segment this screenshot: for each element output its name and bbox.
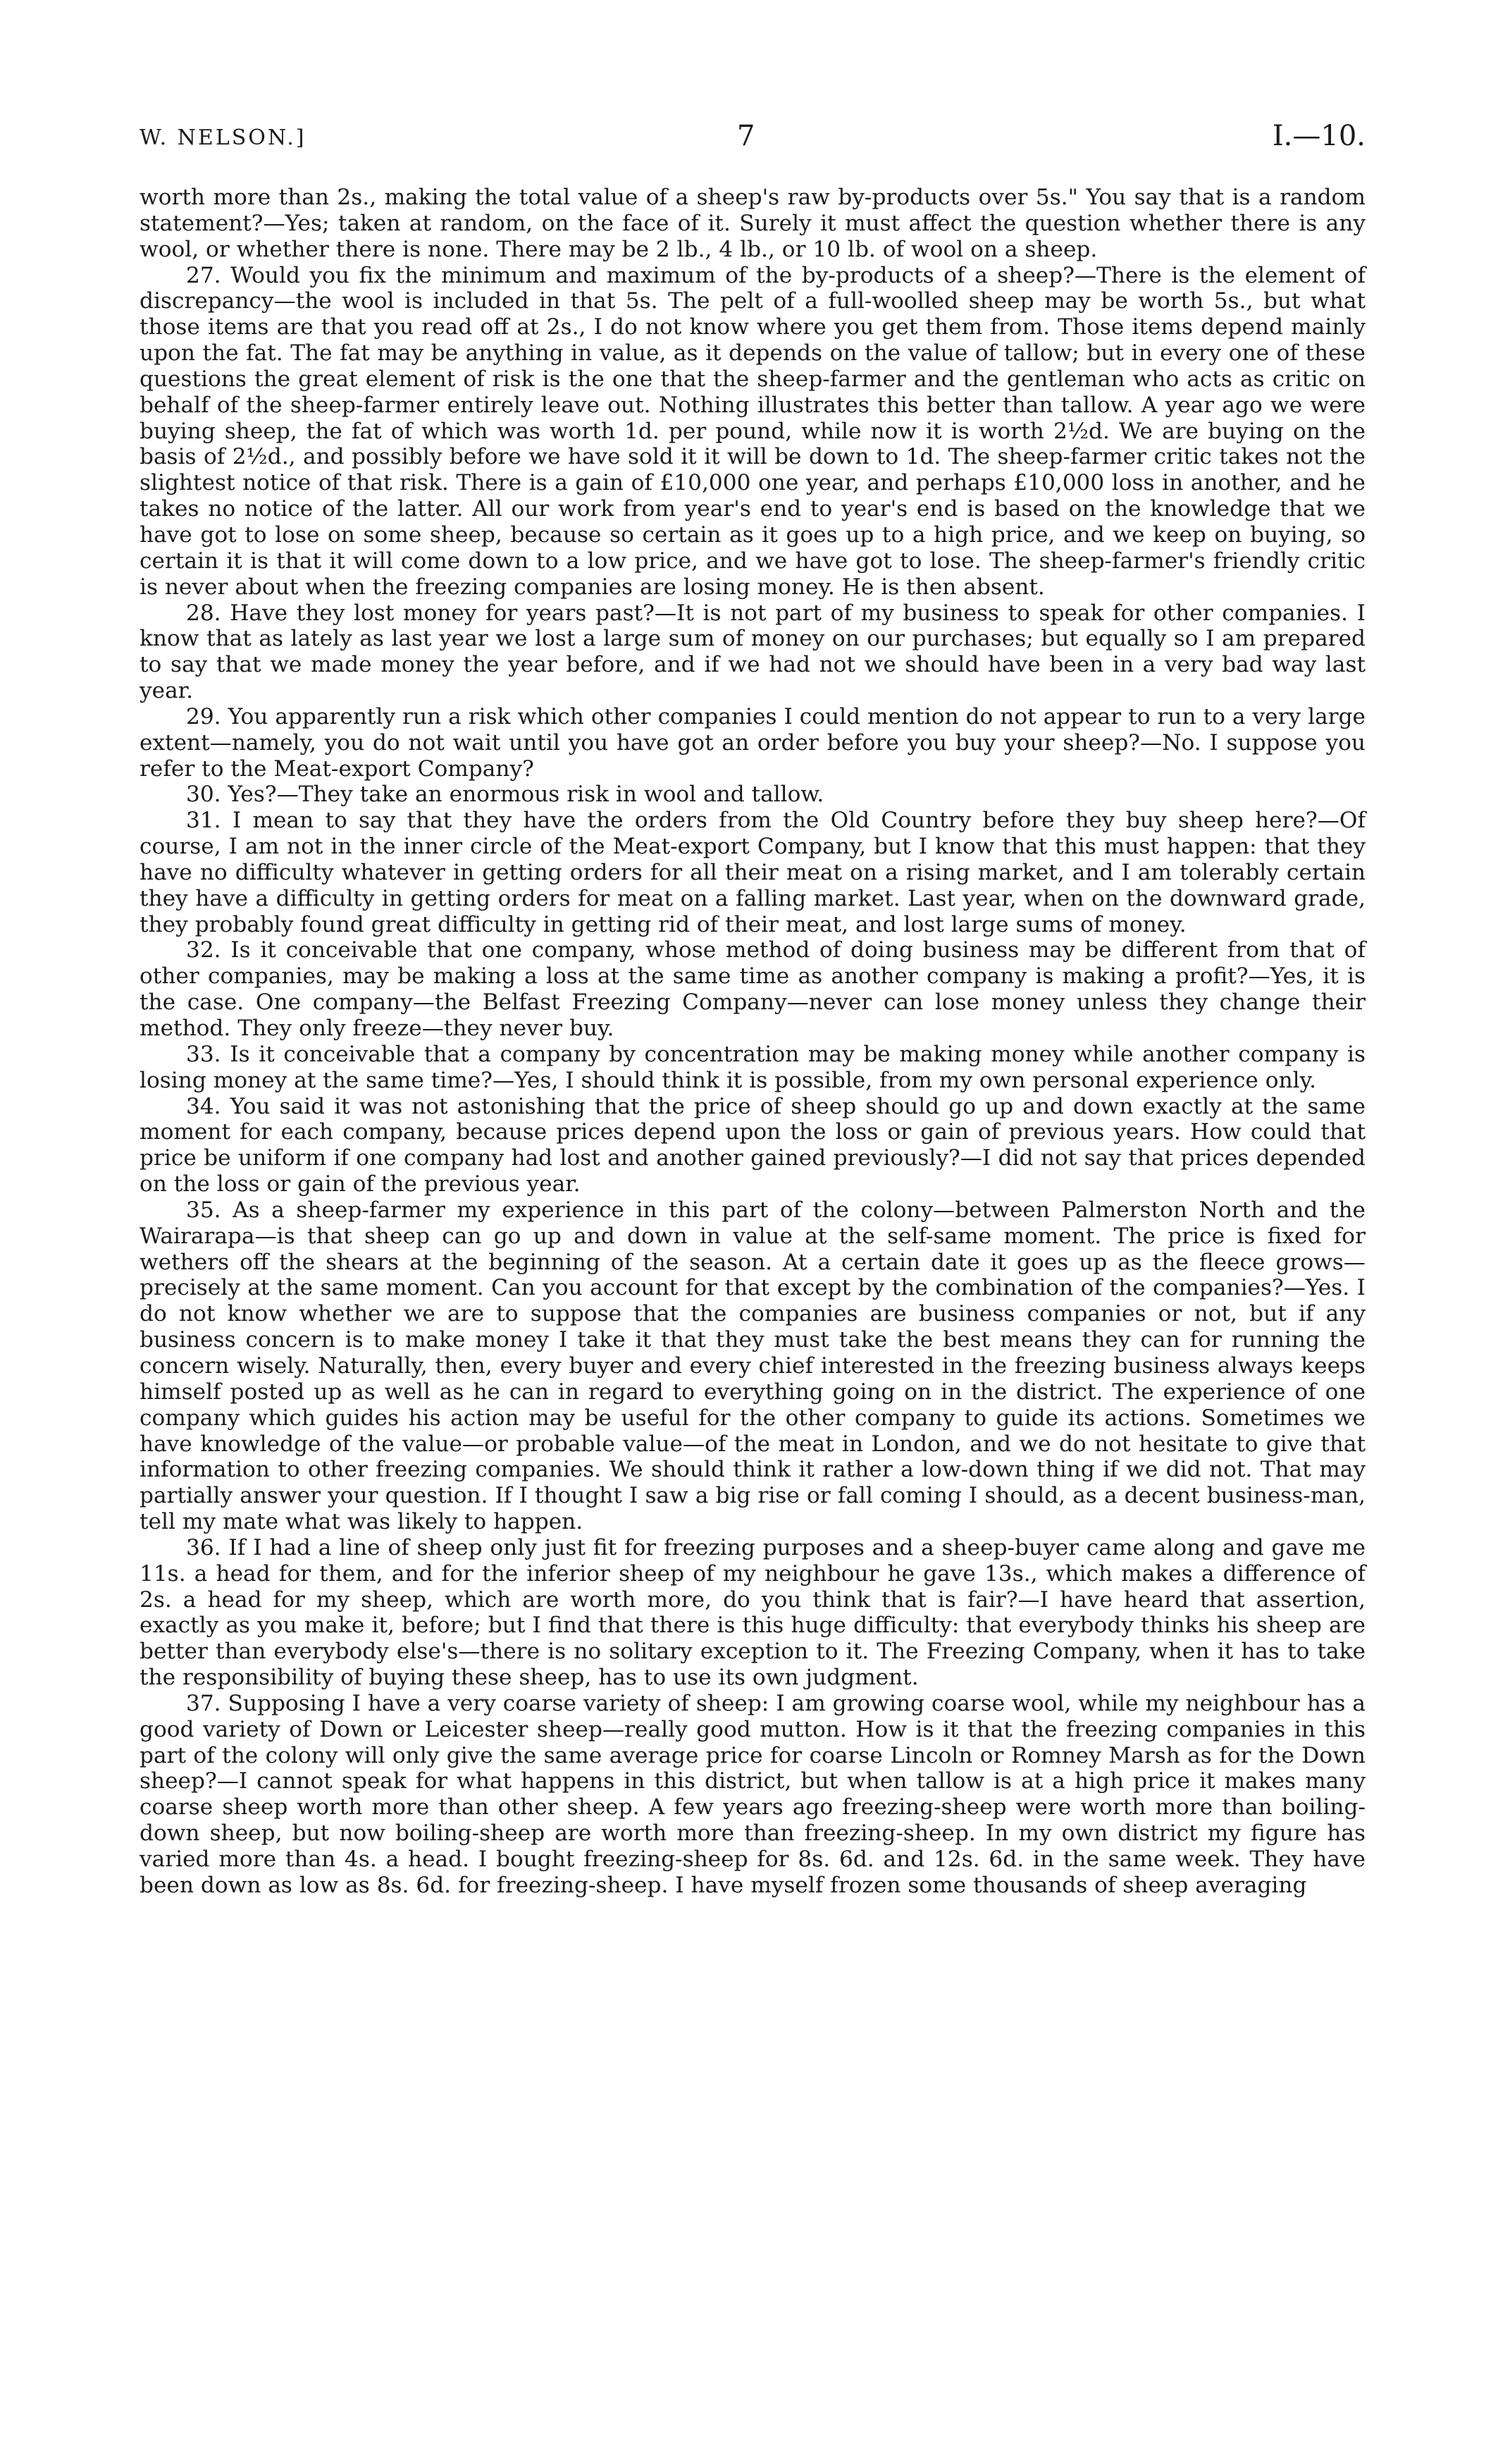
paragraph-q30: 30. Yes?—They take an enormous risk in wool and tallow.	[186, 782, 824, 808]
paragraph-q37: 37. Supposing I have a very coarse variety of sheep: I am growing coarse wool, while my neighbour has a good variety of Down or Leicester sheep—really good mutton. How is it that the freezing companies in this part of the colony will only give the same average price for coarse Lincoln or Romney Marsh as for the Down sheep?—I cannot speak for what happens in this district, but when tallow is at a high price it makes many coarse sheep worth more than other sheep. A few years ago freezing-sheep were worth more than boiling-down sheep, but now boiling-sheep are worth more than freezing-sheep. In my own district my figure has varied more than 4s. a head. I bought freezing-sheep for 8s. 6d. and 12s. 6d. in the same week. They have been down as low as 8s. 6d. for freezing-sheep. I have myself frozen some thousands of sheep averaging	[140, 1690, 1366, 1898]
paragraph-q31: 31. I mean to say that they have the orders from the Old Country before they buy sheep here?—Of course, I am not in the inner circle of the Meat-export Company, but I know that this must happen: that they have no difficulty whatever in getting orders for all their meat on a rising market, and I am tolerably certain they have a difficulty in getting orders for meat on a falling market. Last year, when on the downward grade, they probably found great difficulty in getting rid of their meat, and lost large sums of money.	[140, 808, 1366, 937]
paragraph-continuation: worth more than 2s., making the total value of a sheep's raw by-products over 5s." You say that is a random statement?—Yes; taken at random, on the face of it. Surely it must affect the question whether there is any wool, or whether there is none. There may be 2 lb., 4 lb., or 10 lb. of wool on a sheep.	[140, 185, 1366, 262]
paragraph-q33: 33. Is it conceivable that a company by concentration may be making money while another company is losing money at the same time?—Yes, I should think it is possible, from my own personal experience only.	[140, 1041, 1366, 1093]
page-number: 7	[737, 120, 755, 152]
document-reference: I.—10.	[1272, 120, 1366, 152]
document-body	[140, 185, 1366, 1899]
paragraph-q28: 28. Have they lost money for years past?—It is not part of my business to speak for other companies. I know that as lately as last year we lost a large sum of money on our purchases; but equally so I am prepared to say that we made money the year before, and if we had not we should have been in a very bad way last year.	[140, 600, 1366, 704]
paragraph-q29: 29. You apparently run a risk which other companies I could mention do not appear to run to a very large extent—namely, you do not wait until you have got an order before you buy your sheep?—No. I suppose you refer to the Meat-export Company?	[140, 703, 1366, 782]
page-header	[140, 120, 1366, 162]
header-witness-name: W. NELSON.]	[140, 125, 307, 150]
paragraph-q36: 36. If I had a line of sheep only just fit for freezing purposes and a sheep-buyer came along and gave me 11s. a head for them, and for the inferior sheep of my neighbour he gave 13s., which makes a difference of 2s. a head for my sheep, which are worth more, do you think that is fair?—I have heard that assertion, exactly as you make it, before; but I find that there is this huge difficulty: that everybody thinks his sheep are better than everybody else's—there is no solitary exception to it. The Freezing Company, when it has to take the responsibility of buying these sheep, has to use its own judgment.	[140, 1534, 1366, 1691]
paragraph-q34: 34. You said it was not astonishing that the price of sheep should go up and down exactly at the same moment for each company, because prices depend upon the loss or gain of previous years. How could that price be uniform if one company had lost and another gained previously?—I did not say that prices depended on the loss or gain of the previous year.	[140, 1093, 1366, 1197]
paragraph-q32: 32. Is it conceivable that one company, whose method of doing business may be different from that of other companies, may be making a loss at the same time as another company is making a profit?—Yes, it is the case. One company—the Belfast Freezing Company—never can lose money unless they change their method. They only freeze—they never buy.	[140, 937, 1366, 1041]
paragraph-q27: 27. Would you fix the minimum and maximum of the by-products of a sheep?—There is the element of discrepancy—the wool is included in that 5s. The pelt of a full-woolled sheep may be worth 5s., but what those items are that you read off at 2s., I do not know where you get them from. Those items depend mainly upon the fat. The fat may be anything in value, as it depends on the value of tallow; but in every one of these questions the great element of risk is the one that the sheep-farmer and the gentleman who acts as critic on behalf of the sheep-farmer entirely leave out. Nothing illustrates this better than tallow. A year ago we were buying sheep, the fat of which was worth 1d. per pound, while now it is worth 2½d. We are buying on the basis of 2½d., and possibly before we have sold it it will be down to 1d. The sheep-farmer critic takes not the slightest notice of that risk. There is a gain of £10,000 one year, and perhaps £10,000 loss in another, and he takes no notice of the latter. All our work from year's end to year's end is based on the knowledge that we have got to lose on some sheep, because so certain as it goes up to a high price, and we keep on buying, so certain it is that it will come down to a low price, and we have got to lose. The sheep-farmer's friendly critic is never about when the freezing companies are losing money. He is then absent.	[140, 262, 1366, 600]
paragraph-q35: 35. As a sheep-farmer my experience in this part of the colony—between Palmerston North and the Wairarapa—is that sheep can go up and down in value at the self-same moment. The price is fixed for wethers off the shears at the beginning of the season. At a certain date it goes up as the fleece grows—precisely at the same moment. Can you account for that except by the combination of the companies?—Yes. I do not know whether we are to suppose that the companies are business companies or not, but if any business concern is to make money I take it that they must take the best means they can for running the concern wisely. Naturally, then, every buyer and every chief interested in the freezing business always keeps himself posted up as well as he can in regard to everything going on in the district. The experience of one company which guides his action may be useful for the other company to guide its actions. Sometimes we have knowledge of the value—or probable value—of the meat in London, and we do not hesitate to give that information to other freezing companies. We should think it rather a low-down thing if we did not. That may partially answer your question. If I thought I saw a big rise or fall coming I should, as a decent business-man, tell my mate what was likely to happen.	[140, 1197, 1366, 1535]
